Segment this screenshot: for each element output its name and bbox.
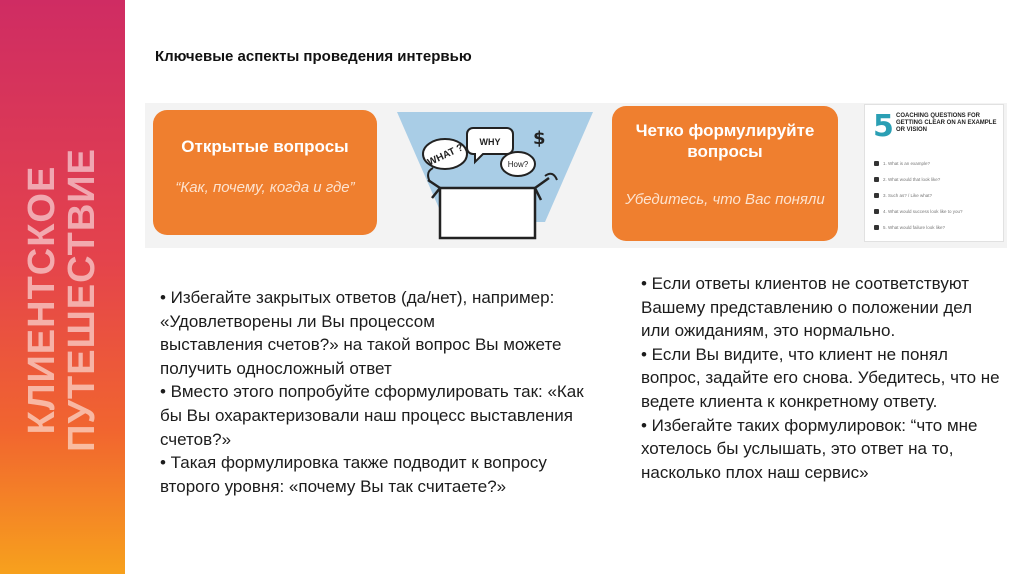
slide-heading: Ключевые аспекты проведения интервью [155,48,472,65]
coaching-item: 4. What would success look like to you? [874,203,1002,219]
coaching-title: COACHING QUESTIONS FOR GETTING CLEAR ON AN EXAMPLE OR VISION [896,113,997,133]
speech-bubble-how [501,152,535,176]
clear-questions-advice-text: • Если ответы клиентов не соответствуют Вашему представлению о положении дел или ожиданиям, это нормально. • Если Вы видите, что клиент не понял вопрос, задайте его снова. Убедитесь, что не ведете клиента к конкретному ответу. • Избегайте таких формулировок: “что мне хотелось бы услышать, это ответ на то, насколько плох наш сервис» [641,274,1000,482]
speech-bubble-what [423,139,467,169]
sidebar-gradient-band [0,0,125,574]
bullet-icon [874,177,879,182]
svg-text:WHY: WHY [479,137,501,147]
clear-questions-card [612,106,838,241]
clear-questions-title: Четко формулируйте вопросы [635,121,815,161]
coaching-item: 1. What is an example? [874,155,1002,171]
open-questions-card [153,110,377,235]
open-questions-subtitle: “Как, почему, когда и где” [175,179,355,196]
coaching-item: 5. What would failure look like? [874,219,1002,235]
svg-text:WHAT ?: WHAT ? [426,142,466,169]
bullet-icon [874,225,879,230]
bullet-icon [874,193,879,198]
sidebar-title-line2: ПУТЕШЕСТВИЕ [61,148,103,452]
svg-text:How?: How? [507,160,529,169]
coaching-number: 5 [873,109,894,144]
open-questions-title: Открытые вопросы [181,137,349,156]
question-bubbles-illustration [395,112,595,247]
sidebar-vertical-title [22,148,102,452]
coaching-item: 2. What would that look like? [874,171,1002,187]
sidebar-title-line1: КЛИЕНТСКОЕ [21,165,63,435]
coaching-list [874,155,1002,235]
box-icon [428,178,549,238]
bullet-icon [874,209,879,214]
clear-questions-subtitle: Убедитесь, что Вас поняли [625,191,825,208]
coaching-item: 3. Such as? / Like what? [874,187,1002,203]
dollar-sign-icon: $ [533,128,546,149]
open-questions-advice-text: • Избегайте закрытых ответов (да/нет), например: «Удовлетворены ли Вы процессом выставления счетов?» на такой вопрос Вы можете получить односложный ответ • Вместо этого попробуйте сформулировать так: «Как бы Вы охарактеризовали наш процесс выставления счетов?» • Такая формулировка также подводит к вопросу второго уровня: «почему Вы так считаете?» [160,288,584,496]
bullet-icon [874,161,879,166]
coaching-questions-image [864,104,1004,242]
